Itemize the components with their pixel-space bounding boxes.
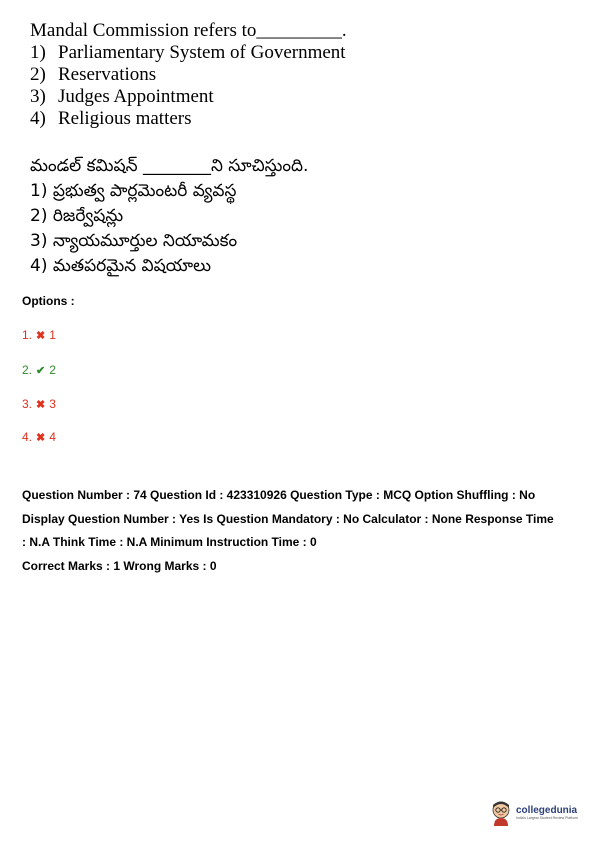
- question-option-telugu: 3) న్యాయమూర్తుల నియామకం: [30, 231, 238, 251]
- logo-name: collegedunia: [516, 805, 578, 816]
- answer-option-number: 4.: [22, 430, 33, 444]
- logo-text-group: [516, 805, 578, 821]
- answer-option-value: 3: [49, 397, 56, 411]
- metadata-line: : N.A Think Time : N.A Minimum Instruction Time : 0: [22, 535, 317, 549]
- mascot-icon: [490, 800, 512, 826]
- answer-option-number: 2.: [22, 363, 33, 377]
- question-option-text: Parliamentary System of Government: [58, 42, 346, 63]
- logo-tagline: India's Largest Student Review Platform: [516, 816, 579, 820]
- answer-option-value: 2: [49, 363, 56, 377]
- question-stem: Mandal Commission refers to_________.: [30, 20, 347, 41]
- metadata-line: Display Question Number : Yes Is Question Mandatory : No Calculator : None Response Time: [22, 511, 554, 526]
- check-icon: ✔: [36, 364, 46, 377]
- question-option-text: Judges Appointment: [58, 86, 214, 107]
- question-stem-telugu: మండల్ కమిషన్ ________ని సూచిస్తుంది.: [30, 156, 309, 176]
- question-english: [30, 20, 575, 130]
- answer-option-value: 4: [49, 430, 56, 444]
- metadata-line: Question Number : 74 Question Id : 423310926 Question Type : MCQ Option Shuffling : No: [22, 488, 536, 502]
- question-metadata: [22, 484, 582, 578]
- cross-icon: ✖: [36, 329, 46, 342]
- answer-option: [22, 397, 56, 411]
- question-option: [30, 42, 575, 64]
- question-option-telugu: 4) మతపరమైన విషయాలు: [30, 256, 212, 276]
- question-option: [30, 64, 575, 86]
- cross-icon: ✖: [36, 398, 46, 411]
- question-option-number: 3): [30, 86, 46, 107]
- answer-option: [22, 430, 56, 444]
- question-option: [30, 86, 575, 108]
- answer-option: [22, 363, 56, 377]
- question-option: [30, 108, 575, 130]
- metadata-line: Correct Marks : 1 Wrong Marks : 0: [22, 558, 217, 573]
- answer-option: [22, 328, 56, 342]
- answer-option-number: 3.: [22, 397, 33, 411]
- question-option-number: 2): [30, 64, 46, 85]
- question-option-telugu: 1) ప్రభుత్వ పార్లమెంటరీ వ్యవస్థ: [30, 181, 237, 201]
- question-telugu: [30, 154, 575, 279]
- answer-option-value: 1: [49, 328, 56, 342]
- collegedunia-logo: [490, 800, 578, 826]
- question-option-text: Reservations: [58, 64, 157, 85]
- question-option-number: 4): [30, 108, 46, 129]
- answer-option-number: 1.: [22, 328, 33, 342]
- question-option-text: Religious matters: [58, 108, 192, 129]
- question-option-number: 1): [30, 42, 46, 63]
- options-label: Options :: [22, 294, 75, 308]
- question-option-telugu: 2) రిజర్వేషన్లు: [30, 206, 124, 226]
- cross-icon: ✖: [36, 431, 46, 444]
